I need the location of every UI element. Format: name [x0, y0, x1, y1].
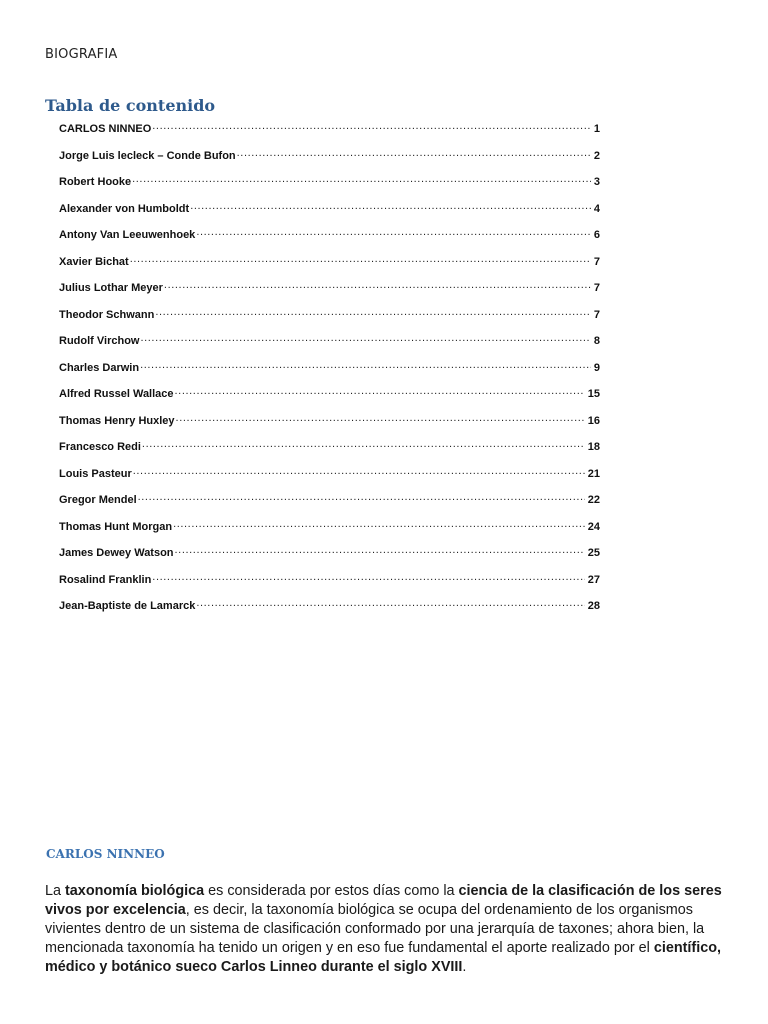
toc-entry[interactable]: [59, 173, 600, 200]
toc-leader: [176, 412, 585, 424]
toc-entry[interactable]: [59, 306, 600, 333]
toc-entry-page: 9: [593, 361, 600, 374]
toc-entry[interactable]: [59, 385, 600, 412]
document-label: BIOGRAFIA: [45, 47, 118, 62]
toc-entry-title: James Dewey Watson: [59, 547, 174, 559]
toc-leader: [138, 491, 585, 503]
toc-entry-page: 25: [587, 547, 600, 559]
toc-entry-page: 3: [593, 176, 600, 188]
toc-entry-title: Xavier Bichat: [59, 255, 129, 268]
toc-leader: [132, 173, 591, 185]
paragraph-text: es considerada por estos días como la: [204, 883, 459, 899]
toc-entry[interactable]: [59, 412, 600, 439]
toc-heading: Tabla de contenido: [45, 96, 216, 115]
toc-entry-title: Theodor Schwann: [59, 308, 155, 321]
toc-entry-title: Alexander von Humboldt: [59, 202, 190, 215]
toc-leader: [140, 359, 591, 371]
toc-entry-title: Charles Darwin: [59, 361, 140, 374]
toc-entry-page: 16: [587, 414, 600, 427]
body-paragraph: [45, 882, 725, 977]
toc-entry-page: 1: [593, 123, 600, 135]
toc-entry-page: 28: [587, 600, 600, 612]
toc-entry[interactable]: [59, 359, 600, 386]
toc-entry-page: 8: [593, 335, 600, 347]
toc-leader: [175, 544, 585, 556]
toc-entry[interactable]: [59, 465, 600, 492]
toc-entry-page: 21: [587, 467, 600, 480]
toc-leader: [152, 120, 591, 132]
toc-entry-page: 6: [593, 229, 600, 241]
paragraph-bold-text: taxonomía biológica: [65, 883, 205, 899]
toc-entry[interactable]: [59, 597, 600, 624]
toc-entry-title: CARLOS NINNEO: [59, 123, 152, 135]
paragraph-text: , es decir, la taxonomía biológica se ocupa del ordenamiento de los organismos vivientes dentro de un sistema de clasificación conformado por una jerarquía de taxones; ahora bien, la mencionada taxonomía ha tenido un origen y en eso fue fundamental el aporte realizado por el: [45, 902, 705, 956]
toc-entry-page: 4: [593, 202, 600, 215]
toc-entry[interactable]: [59, 120, 600, 147]
toc-entry-page: 15: [587, 388, 600, 400]
section-heading: CARLOS NINNEO: [46, 847, 165, 861]
toc-entry[interactable]: [59, 518, 600, 545]
toc-leader: [164, 279, 591, 291]
toc-entry-page: 18: [587, 441, 600, 453]
toc-entry-title: Jean-Baptiste de Lamarck: [59, 600, 196, 612]
toc-leader: [130, 253, 591, 265]
toc-leader: [152, 571, 584, 583]
toc-entry-title: Antony Van Leeuwenhoek: [59, 229, 196, 241]
toc-leader: [196, 226, 591, 238]
toc-entry-page: 24: [587, 520, 600, 533]
toc-entry-title: Louis Pasteur: [59, 467, 132, 480]
toc-entry[interactable]: [59, 571, 600, 598]
toc-entry-title: Rosalind Franklin: [59, 573, 152, 586]
toc-entry-title: Thomas Hunt Morgan: [59, 520, 173, 533]
toc-leader: [133, 465, 585, 477]
toc-entry-title: Rudolf Virchow: [59, 335, 140, 347]
toc-entry-title: Jorge Luis lecleck – Conde Bufon: [59, 149, 236, 162]
paragraph-text: La: [45, 883, 66, 899]
toc-entry[interactable]: [59, 279, 600, 306]
toc-entry[interactable]: [59, 253, 600, 280]
toc-entry-title: Thomas Henry Huxley: [59, 414, 175, 427]
toc-entry-page: 7: [593, 308, 600, 321]
toc-entry-title: Julius Lothar Meyer: [59, 282, 163, 294]
toc-entry[interactable]: [59, 226, 600, 253]
toc-leader: [140, 332, 590, 344]
toc-leader: [155, 306, 591, 318]
toc-entry[interactable]: [59, 147, 600, 174]
toc-leader: [190, 200, 591, 212]
toc-leader: [173, 518, 585, 530]
toc-entry-title: Alfred Russel Wallace: [59, 388, 174, 400]
toc-entry[interactable]: [59, 491, 600, 518]
toc-leader: [196, 597, 584, 609]
toc-leader: [175, 385, 585, 397]
table-of-contents: [59, 120, 600, 624]
toc-entry-title: Francesco Redi: [59, 441, 141, 453]
toc-entry-page: 7: [593, 282, 600, 294]
toc-leader: [142, 438, 585, 450]
paragraph-text: .: [462, 959, 467, 975]
paragraph-bold-text: científico, médico y botánico sueco Carlos Linneo durante el siglo XVIII: [45, 940, 721, 975]
toc-entry-page: 2: [593, 149, 600, 162]
toc-entry-title: Robert Hooke: [59, 176, 132, 188]
toc-entry-page: 27: [587, 573, 600, 586]
toc-entry[interactable]: [59, 200, 600, 227]
toc-leader: [237, 147, 591, 159]
toc-entry-page: 7: [593, 255, 600, 268]
paragraph-bold-text: ciencia de la clasificación de los seres vivos por excelencia: [45, 883, 722, 918]
toc-entry[interactable]: [59, 332, 600, 359]
toc-entry-page: 22: [587, 494, 600, 506]
toc-entry-title: Gregor Mendel: [59, 494, 137, 506]
toc-entry[interactable]: [59, 544, 600, 571]
toc-entry[interactable]: [59, 438, 600, 465]
